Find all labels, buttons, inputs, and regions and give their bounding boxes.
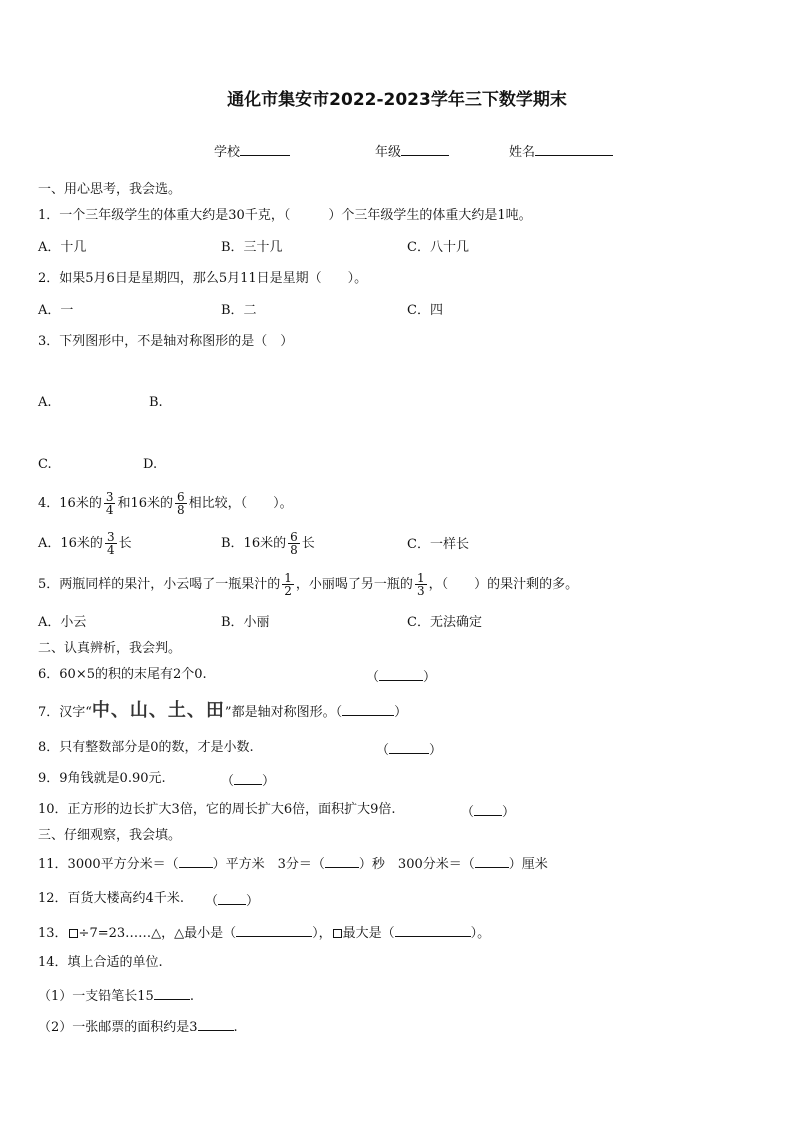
question-1 [38,208,532,224]
section-heading-3: 三、仔细观察，我会填。 [38,828,182,843]
q5-fraction-1 [282,572,294,597]
q5-f2-numerator: 1 [416,571,425,585]
question-5 [38,571,578,599]
q4-b-suffix: 长 [301,536,315,551]
question-2: 2．如果5月6日是星期四，那么5月11日是星期（ ）。 [38,271,368,286]
name-blank[interactable] [535,142,613,156]
school-blank[interactable] [240,142,290,156]
question-12: 12．百货大楼高约4千米. [38,891,184,906]
q4-a-numerator: 3 [106,530,115,544]
q13-text-5: ）。 [470,926,491,941]
q5-f1-numerator: 1 [284,571,292,585]
q6-paren-left: （ [366,670,380,685]
q4-a-denominator: 4 [106,543,115,557]
q4-fraction-2 [175,491,187,516]
section-heading-1: 一、用心思考，我会选。 [38,182,182,197]
q14-sub-1-end: . [189,989,194,1004]
q7-text-2: ”都是轴对称图形。（ [224,705,343,720]
square-symbol-icon [69,929,78,938]
q4-option-c[interactable]: C．一样长 [407,537,469,552]
q10-paren-left: （ [461,805,475,820]
q3-option-b[interactable]: B. [149,395,163,410]
q14-sub-2 [38,1017,238,1036]
q11-text-3: ）秒 300分米＝（ [358,857,475,872]
q1-stem-a: 1．一个三年级学生的体重大约是30千克，（ [38,208,291,223]
q4-b-fraction [288,531,300,556]
q12-answer[interactable] [205,891,259,910]
name-field [509,142,613,161]
q10-blank[interactable] [474,802,502,816]
page-title: 通化市集安市2022-2023学年三下数学期末 [227,90,567,110]
q11-blank-3[interactable] [475,854,509,868]
q13-text-3: ）， [312,926,332,941]
q11-blank-1[interactable] [179,854,213,868]
q4-b-numerator: 6 [290,530,298,544]
question-10: 10．正方形的边长扩大3倍，它的周长扩大6倍，面积扩大9倍. [38,802,396,817]
question-11 [38,854,548,873]
q4-b-denominator: 8 [290,543,298,557]
question-8: 8．只有整数部分是0的数，才是小数. [38,740,254,755]
q12-paren-left: （ [205,894,219,909]
q5-option-c[interactable]: C．无法确定 [407,615,482,630]
q4-text-1: 4．16米的 [38,496,102,511]
q14-sub-2-blank[interactable] [198,1017,234,1031]
q13-text-4: 最大是（ [342,926,395,941]
q1-stem-b: ）个三年级学生的体重大约是1吨。 [328,208,532,223]
q3-option-d[interactable]: D. [143,457,158,472]
q5-f2-denominator: 3 [416,584,425,598]
q7-blank[interactable] [342,702,394,716]
q4-a-fraction [105,531,117,556]
q1-option-a[interactable]: A．十几 [38,240,87,255]
q13-text-1: 13． [38,926,68,941]
q6-paren-right: ） [423,670,437,685]
q11-text-1: 11．3000平方分米＝（ [38,857,179,872]
section-heading-2: 二、认真辨析，我会判。 [38,641,182,656]
q9-paren-right: ） [262,774,276,789]
q1-option-b[interactable]: B．三十几 [221,240,283,255]
q14-sub-1-blank[interactable] [154,986,190,1000]
question-13 [38,923,490,942]
q13-blank-1[interactable] [236,923,312,937]
school-label: 学校 [214,145,241,160]
question-9: 9．9角钱就是0.90元. [38,771,166,786]
q4-option-b[interactable] [221,530,315,558]
q2-option-c[interactable]: C．四 [407,303,443,318]
q4-b-text: B．16米的 [221,536,287,551]
q4-a-suffix: 长 [118,536,132,551]
q14-sub-2-end: . [233,1020,238,1035]
q5-text-2: ，小丽喝了另一瓶的 [295,577,413,592]
grade-label: 年级 [375,145,402,160]
q4-f1-denominator: 4 [105,503,114,517]
name-label: 姓名 [509,145,536,160]
q10-answer[interactable] [461,802,515,821]
q9-paren-left: （ [221,774,235,789]
question-4 [38,490,293,518]
q12-blank[interactable] [218,891,246,905]
question-6: 6．60×5的积的末尾有2个0. [38,667,207,682]
q7-text-1: 7．汉字“ [38,705,92,720]
q8-blank[interactable] [389,740,429,754]
q7-paren-right: ） [394,705,408,720]
q2-option-b[interactable]: B．二 [221,303,257,318]
q5-f1-denominator: 2 [284,584,292,598]
q11-blank-2[interactable] [325,854,359,868]
q4-a-text: A．16米的 [38,536,103,551]
q4-f2-numerator: 6 [177,490,185,504]
q13-blank-2[interactable] [395,923,471,937]
school-field [214,142,290,161]
grade-field [375,142,449,161]
q6-blank[interactable] [379,667,423,681]
q5-fraction-2 [415,572,427,597]
question-14: 14．填上合适的单位. [38,955,163,970]
q11-text-4: ）厘米 [508,857,548,872]
q6-answer[interactable] [366,667,436,686]
question-7 [38,699,407,725]
q4-text-3: 相比较，（ ）。 [188,496,293,511]
q5-text-3: ，（ ）的果汁剩的多。 [428,577,579,592]
q4-fraction-1 [104,491,116,516]
q4-text-2: 和16米的 [117,496,174,511]
q8-paren-right: ） [429,743,443,758]
grade-blank[interactable] [401,142,449,156]
q14-sub-1 [38,986,194,1005]
q8-paren-left: （ [376,743,390,758]
q13-text-2: ÷7=23……△，△最小是（ [78,926,237,941]
q5-text-1: 5．两瓶同样的果汁，小云喝了一瓶果汁的 [38,577,281,592]
q1-option-c[interactable]: C．八十几 [407,240,469,255]
q9-answer[interactable] [221,771,275,790]
q8-answer[interactable] [376,740,442,759]
q14-sub-2-text: （2）一张邮票的面积约是3 [38,1020,198,1035]
q10-paren-right: ） [502,805,516,820]
q9-blank[interactable] [234,771,262,785]
q11-text-2: ）平方米 3分＝（ [212,857,325,872]
q4-f1-numerator: 3 [105,490,114,504]
q4-f2-denominator: 8 [177,503,185,517]
q5-option-a[interactable]: A．小云 [38,615,87,630]
q3-option-a[interactable]: A. [38,395,52,410]
q5-option-b[interactable]: B．小丽 [221,615,270,630]
square-symbol-icon [333,929,342,938]
q2-option-a[interactable]: A．一 [38,303,74,318]
q7-characters: 中、山、土、田 [91,700,225,721]
q14-sub-1-text: （1）一支铅笔长15 [38,989,154,1004]
question-3: 3．下列图形中，不是轴对称图形的是（ ） [38,334,294,349]
q3-option-c[interactable]: C. [38,457,52,472]
q12-paren-right: ） [246,894,260,909]
q4-option-a[interactable] [38,530,132,558]
